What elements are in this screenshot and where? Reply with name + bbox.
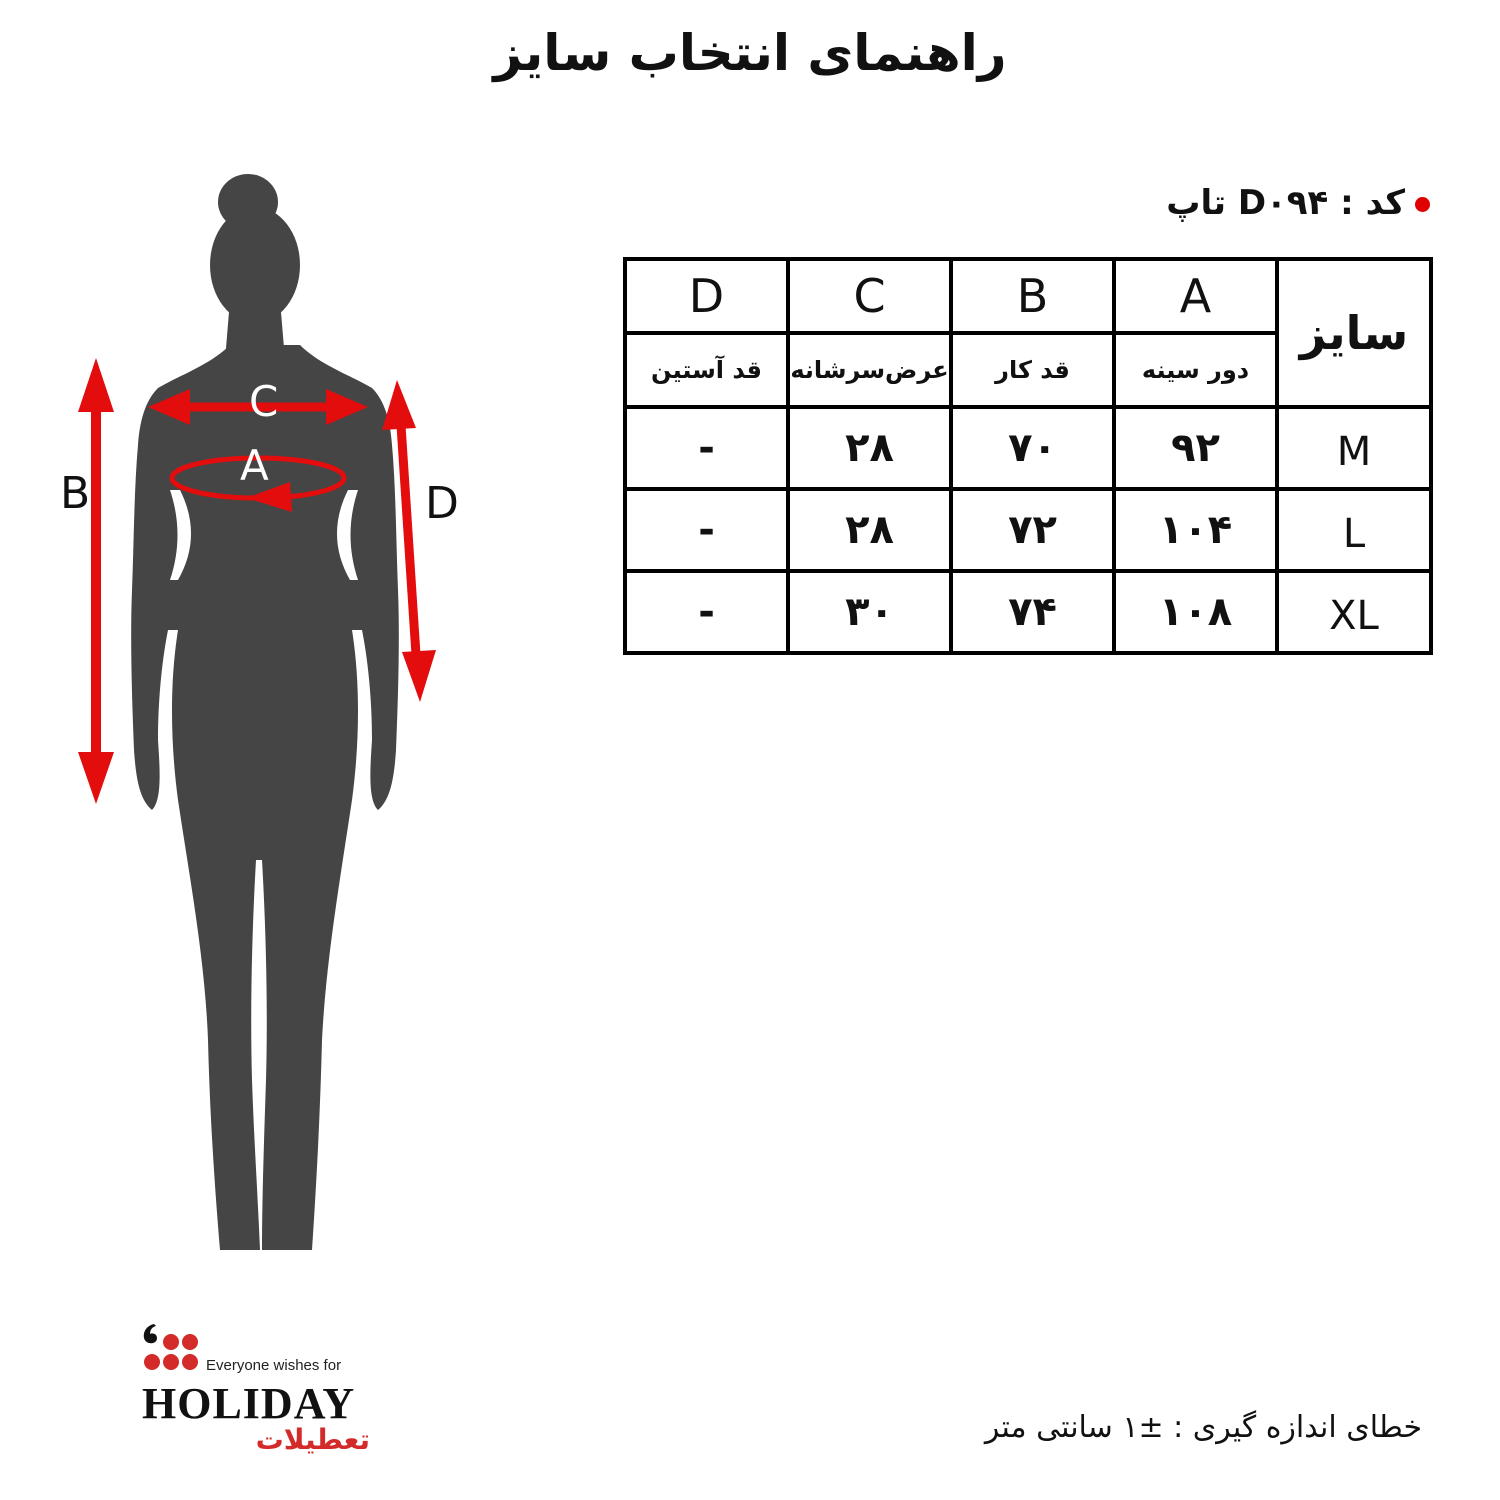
size-cell: M bbox=[1277, 407, 1431, 489]
value-cell: ۲۸ bbox=[788, 489, 951, 571]
label-d: D bbox=[425, 478, 459, 529]
size-table bbox=[623, 257, 1433, 655]
arrow-d-top-head bbox=[382, 380, 416, 430]
table-row bbox=[625, 489, 1431, 571]
col-letter-c: C bbox=[788, 259, 951, 333]
col-label-d: قد آستین bbox=[625, 333, 788, 407]
value-cell: ۱۰۴ bbox=[1114, 489, 1277, 571]
label-a: A bbox=[240, 441, 269, 490]
measurement-error-note: خطای اندازه گیری : ±۱ سانتی متر bbox=[984, 1410, 1422, 1445]
value-cell: - bbox=[625, 407, 788, 489]
value-cell: ۳۰ bbox=[788, 571, 951, 653]
table-row bbox=[625, 571, 1431, 653]
value-cell: ۱۰۸ bbox=[1114, 571, 1277, 653]
size-header-cell: سایز bbox=[1277, 259, 1431, 407]
col-label-a: دور سینه bbox=[1114, 333, 1277, 407]
body-silhouette-diagram bbox=[30, 160, 510, 1270]
logo-tagline: Everyone wishes for bbox=[206, 1357, 342, 1374]
logo-brand-fa: تعطیلات bbox=[255, 1423, 370, 1456]
logo-brand: HOLIDAY bbox=[142, 1379, 356, 1428]
red-bullet-icon bbox=[1415, 197, 1430, 212]
value-cell: - bbox=[625, 489, 788, 571]
col-label-c: عرض‌سرشانه bbox=[788, 333, 951, 407]
value-cell: ۲۸ bbox=[788, 407, 951, 489]
logo-dots-icon bbox=[140, 1320, 210, 1380]
value-cell: ۷۲ bbox=[951, 489, 1114, 571]
size-cell: XL bbox=[1277, 571, 1431, 653]
size-cell: L bbox=[1277, 489, 1431, 571]
col-letter-d: D bbox=[625, 259, 788, 333]
woman-silhouette bbox=[131, 174, 399, 1250]
col-letter-b: B bbox=[951, 259, 1114, 333]
col-letter-a: A bbox=[1114, 259, 1277, 333]
label-c: C bbox=[249, 377, 279, 426]
label-b: B bbox=[60, 468, 91, 519]
holiday-logo bbox=[140, 1320, 390, 1460]
product-code: کد : D۰۹۴ تاپ bbox=[1166, 183, 1405, 223]
value-cell: - bbox=[625, 571, 788, 653]
product-code-line bbox=[1166, 178, 1430, 228]
page-title: راهنمای انتخاب سایز bbox=[493, 24, 1007, 82]
arrow-d-bottom-head bbox=[402, 650, 436, 702]
value-cell: ۹۲ bbox=[1114, 407, 1277, 489]
arrow-d-line bbox=[400, 410, 417, 670]
arrow-b-bottom-head bbox=[78, 752, 114, 804]
arrow-b-top-head bbox=[78, 358, 114, 412]
body-measurement-figure bbox=[30, 160, 510, 1270]
table-header-letters-row bbox=[625, 259, 1431, 333]
value-cell: ۷۰ bbox=[951, 407, 1114, 489]
table-row bbox=[625, 407, 1431, 489]
value-cell: ۷۴ bbox=[951, 571, 1114, 653]
col-label-b: قد کار bbox=[951, 333, 1114, 407]
